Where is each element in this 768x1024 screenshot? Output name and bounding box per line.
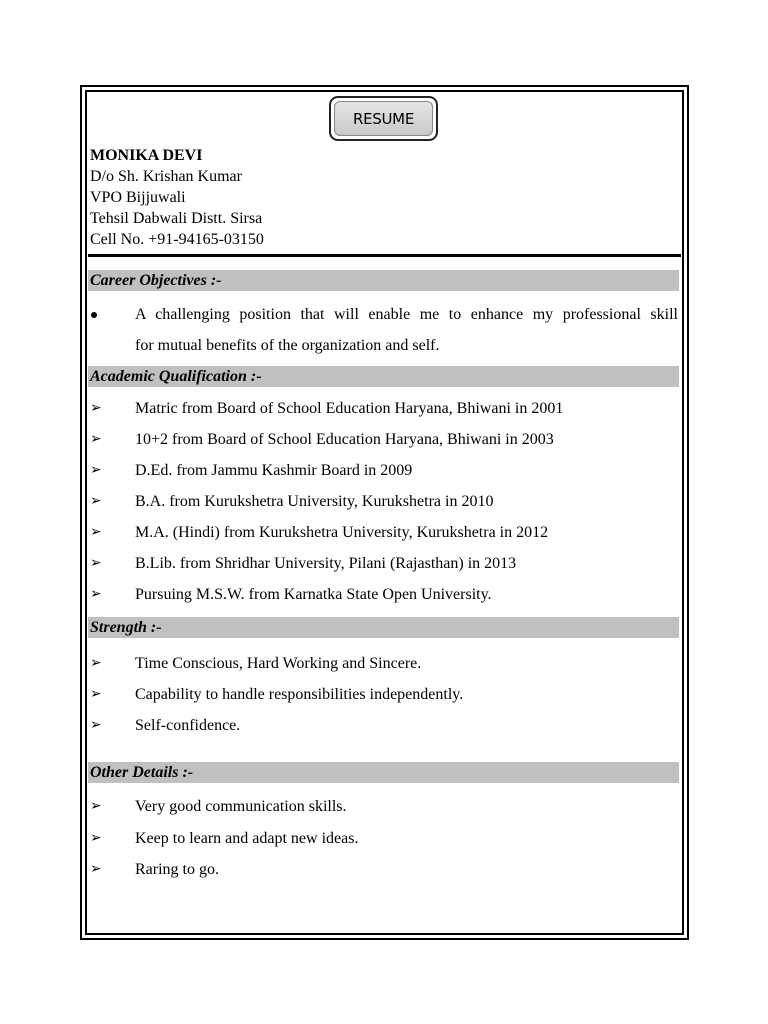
section-heading: Academic Qualification :- [90,368,262,385]
list-item: Pursuing M.S.W. from Karnatka State Open University. [135,586,492,603]
academic-heading-bar [88,366,679,387]
address-line: Tehsil Dabwali Distt. Sirsa [90,210,263,227]
career-objective-line: A challenging position that will enable me to enhance my professional skill [135,306,678,323]
section-heading: Strength :- [90,619,162,636]
arrow-bullet-icon: ➢ [90,555,102,571]
arrow-bullet-icon: ➢ [90,431,102,447]
list-item: D.Ed. from Jammu Kashmir Board in 2009 [135,462,413,479]
arrow-bullet-icon: ➢ [90,830,102,846]
arrow-bullet-icon: ➢ [90,717,102,733]
list-item: Very good communication skills. [135,798,347,815]
bullet-icon [91,312,97,318]
phone-line: Cell No. +91-94165-03150 [90,231,264,248]
career-objectives-heading-bar [88,270,679,291]
list-item: Self-confidence. [135,717,241,734]
applicant-name: MONIKA DEVI [90,147,203,164]
list-item: Matric from Board of School Education Haryana, Bhiwani in 2001 [135,400,564,417]
header-divider [88,254,681,257]
address-line: D/o Sh. Krishan Kumar [90,168,242,185]
arrow-bullet-icon: ➢ [90,686,102,702]
strength-heading-bar [88,617,679,638]
career-objective-line: for mutual benefits of the organization and self. [135,337,440,354]
list-item: B.Lib. from Shridhar University, Pilani (Rajasthan) in 2013 [135,555,517,572]
address-line: VPO Bijjuwali [90,189,186,206]
list-item: Capability to handle responsibilities independently. [135,686,464,703]
arrow-bullet-icon: ➢ [90,861,102,877]
arrow-bullet-icon: ➢ [90,493,102,509]
arrow-bullet-icon: ➢ [90,586,102,602]
list-item: M.A. (Hindi) from Kurukshetra University, Kurukshetra in 2012 [135,524,549,541]
list-item: 10+2 from Board of School Education Haryana, Bhiwani in 2003 [135,431,554,448]
arrow-bullet-icon: ➢ [90,462,102,478]
arrow-bullet-icon: ➢ [90,400,102,416]
resume-title: RESUME [334,101,433,136]
other-details-heading-bar [88,762,679,783]
list-item: Keep to learn and adapt new ideas. [135,830,359,847]
list-item: Time Conscious, Hard Working and Sincere. [135,655,422,672]
resume-title-badge [329,96,438,141]
section-heading: Other Details :- [90,764,194,781]
list-item: Raring to go. [135,861,219,878]
section-heading: Career Objectives :- [90,272,222,289]
arrow-bullet-icon: ➢ [90,655,102,671]
list-item: B.A. from Kurukshetra University, Kurukshetra in 2010 [135,493,494,510]
arrow-bullet-icon: ➢ [90,798,102,814]
arrow-bullet-icon: ➢ [90,524,102,540]
